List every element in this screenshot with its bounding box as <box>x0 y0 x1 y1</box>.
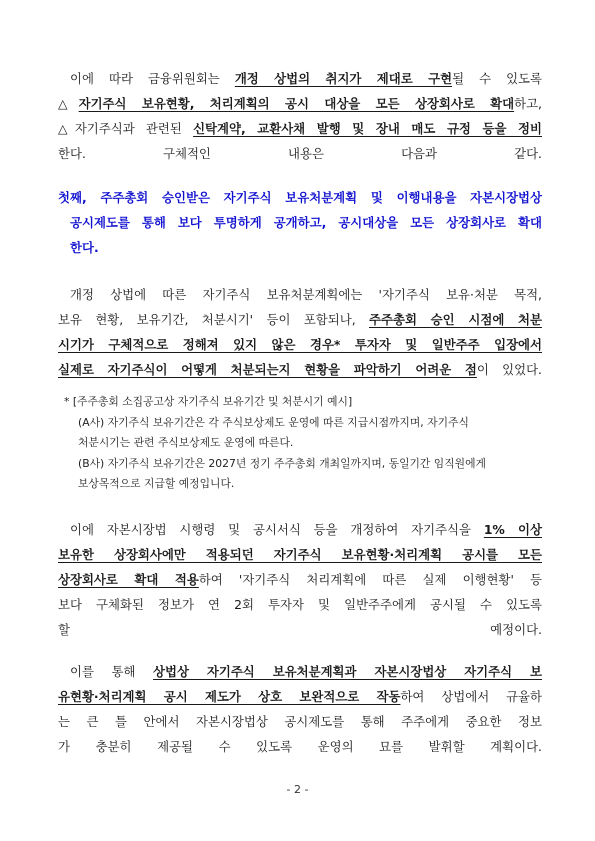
emphasized-text: 신탁계약, 교환사채 발행 및 장내 매도 규정 등을 정비 <box>193 121 542 136</box>
body-text: 하고, <box>514 96 542 111</box>
body-text: 개정 상법에 따른 자기주식 보유처분계획에는 '자기주식 보유·처분 목적, <box>70 287 542 302</box>
body-text: △자기주식과 관련된 <box>58 121 194 136</box>
heading-line-1: 첫째, 주주총회 승인받은 자기주식 보유처분계획 및 이행내용을 자본시장법상 <box>58 190 542 205</box>
text-line <box>58 617 542 642</box>
body-text: 보다 구체화된 정보가 연 2회 투자자 및 일반주주에게 공시될 수 있도록 <box>58 597 542 612</box>
heading-line-3: 한다. <box>70 240 99 255</box>
body-text: △ <box>58 96 79 111</box>
body-text: 가 충분히 제공될 수 있도록 운영의 묘를 발휘할 계획이다. <box>58 739 542 754</box>
emphasized-text: 보유한 상장회사에만 적용되던 자기주식 보유현황·처리계획 공시를 모든 <box>58 547 542 562</box>
text-line <box>58 91 542 116</box>
body-text: 될 수 있도록 <box>452 71 542 86</box>
text-line <box>58 517 542 542</box>
heading-line-2: 공시제도를 통해 보다 투명하게 공개하고, 공시대상을 모든 상장회사로 확대 <box>70 215 542 230</box>
text-line <box>58 357 542 382</box>
footnote-line-3: (B사) 자기주식 보유기간은 2027년 정기 주주총회 개최일까지며, 동일기간 임직원에게 <box>78 456 486 470</box>
emphasized-text: 실제로 자기주식이 어떻게 처분되는지 현황을 파악하기 어려운 점 <box>58 362 477 377</box>
paragraph-amendment <box>58 517 542 642</box>
body-text: 이를 통해 <box>70 664 154 679</box>
body-text: 는 큰 틀 안에서 자본시장법상 공시제도를 통해 주주에게 중요한 정보 <box>58 714 542 729</box>
emphasized-text: 유현황·처리계획 공시 제도가 상호 보완적으로 작동 <box>58 689 401 704</box>
text-line <box>58 659 542 684</box>
text-line <box>58 542 542 567</box>
body-text: 이 있었다. <box>476 362 542 377</box>
paragraph-intro <box>58 66 542 166</box>
footnote-line-1: (A사) 자기주식 보유기간은 각 주식보상제도 운영에 따른 지급시점까지며, 자기주식 <box>78 415 469 429</box>
body-text: 할 예정이다. <box>58 622 542 637</box>
text-line <box>58 116 542 141</box>
text-line <box>58 592 542 617</box>
body-text: 이에 자본시장법 시행령 및 공시서식 등을 개정하여 자기주식을 <box>70 522 484 537</box>
emphasized-text: 개정 상법의 취지가 제대로 구현 <box>234 71 453 86</box>
emphasized-text: 주주총회 승인 시점에 처분 <box>369 312 542 327</box>
footnote-title: * [주주총회 소집공고상 자기주식 보유기간 및 처분시기 예시] <box>64 395 353 408</box>
paragraph-conclusion <box>58 659 542 759</box>
text-line <box>58 684 542 709</box>
text-line <box>58 282 542 307</box>
body-text: 이에 따라 금융위원회는 <box>70 71 235 86</box>
text-line <box>58 332 542 357</box>
text-line <box>58 734 542 759</box>
footnote-line-4: 보상목적으로 지급할 예정입니다. <box>78 477 235 490</box>
text-line <box>58 567 542 592</box>
emphasized-text: 상장회사로 확대 적용 <box>58 572 199 587</box>
footnote-line-2: 처분시기는 관련 주식보상제도 운영에 따른다. <box>78 436 294 449</box>
emphasized-text: 1% 이상 <box>483 522 542 537</box>
emphasized-text: 자기주식 보유현황, 처리계획의 공시 대상을 모든 상장회사로 확대 <box>78 96 515 111</box>
body-text: 하여 상법에서 규율하 <box>400 689 542 704</box>
paragraph-background <box>58 282 542 382</box>
section-heading-first <box>58 185 542 260</box>
page-number: - 2 - <box>286 783 309 796</box>
footnote-example <box>64 392 542 495</box>
body-text: 한다. 구체적인 내용은 다음과 같다. <box>58 146 542 161</box>
emphasized-text: 시기가 구체적으로 정해져 있지 않은 경우* 투자자 및 일반주주 입장에서 <box>58 337 542 352</box>
body-text: 하여 '자기주식 처리계획에 따른 실제 이행현황' 등 <box>198 572 542 587</box>
text-line <box>58 66 542 91</box>
text-line <box>58 141 542 166</box>
body-text: 보유 현황, 보유기간, 처분시기' 등이 포함되나, <box>58 312 370 327</box>
emphasized-text: 상법상 자기주식 보유처분계획과 자본시장법상 자기주식 보 <box>153 664 542 679</box>
text-line <box>58 307 542 332</box>
text-line <box>58 709 542 734</box>
